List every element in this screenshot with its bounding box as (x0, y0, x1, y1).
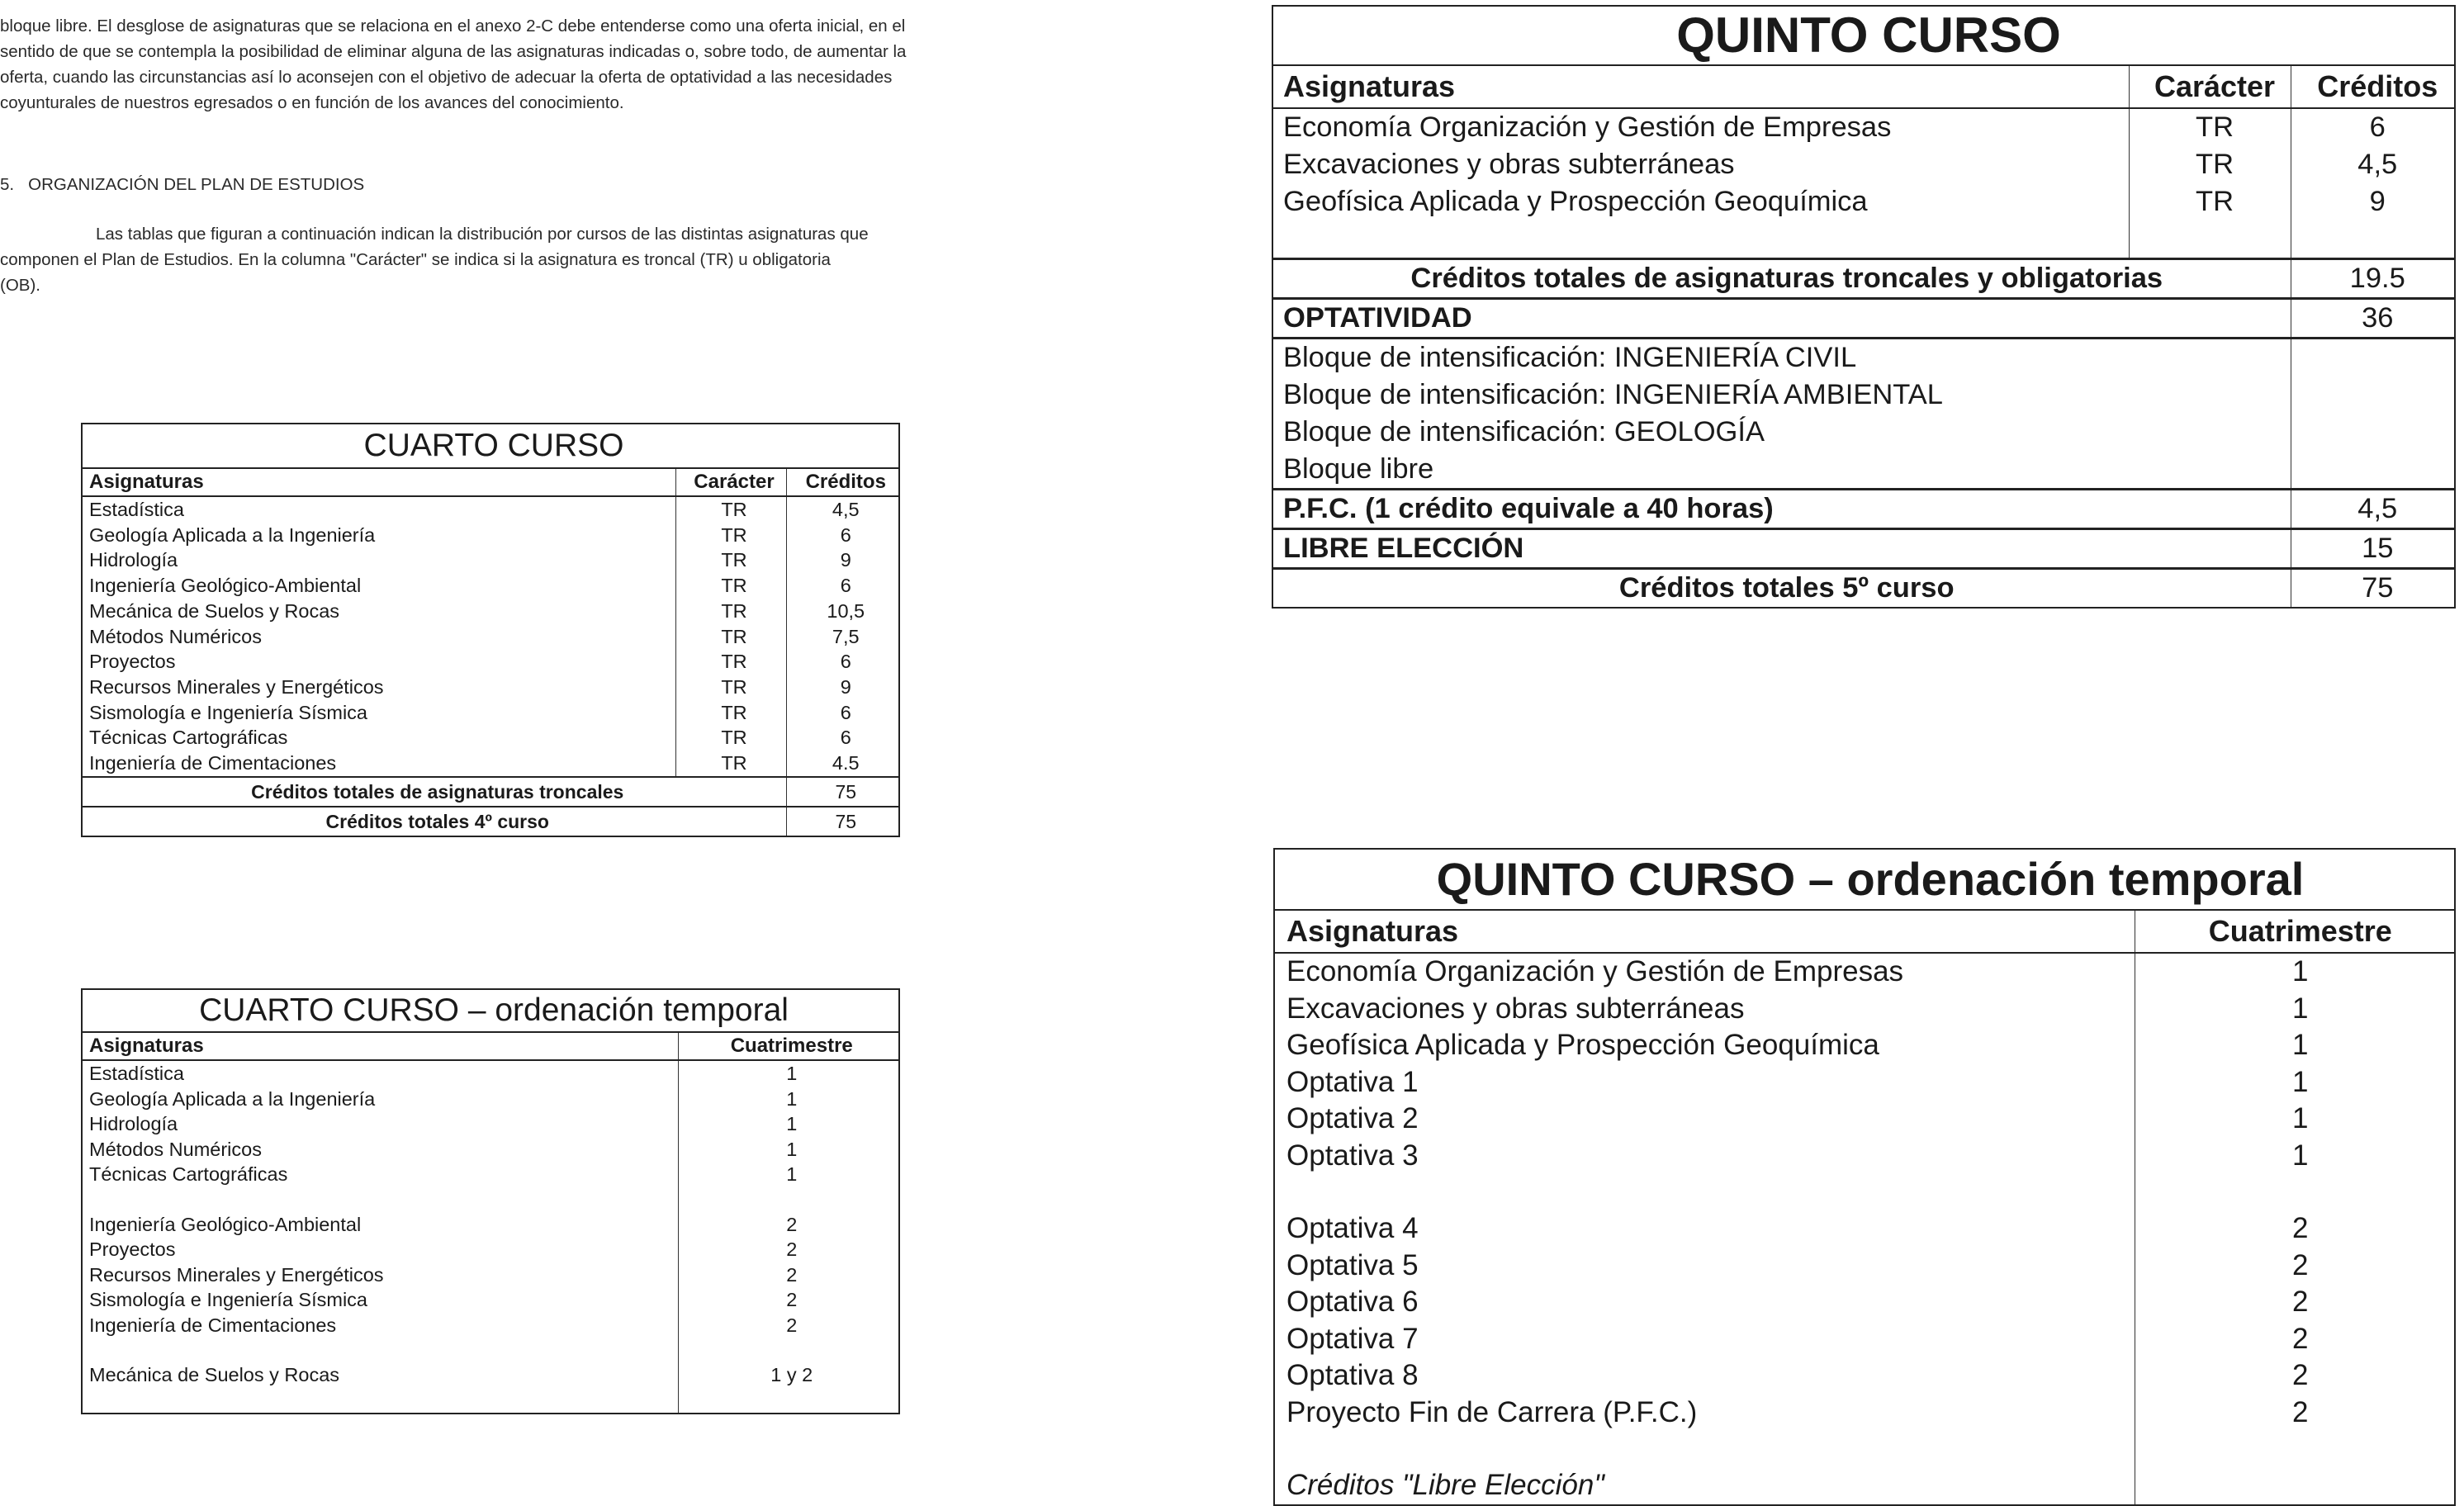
spacer-row (82, 1338, 899, 1362)
spacer-row (1272, 220, 2455, 259)
table-row (1272, 146, 2455, 183)
cell-asignatura: Geología Aplicada a la Ingeniería (89, 523, 376, 546)
cell-caracter: TR (675, 649, 786, 675)
optatividad-label: OPTATIVIDAD (1272, 299, 2291, 339)
table-row (1274, 1284, 2455, 1321)
intro-line: sentido de que se contempla la posibilidad de eliminar alguna de las asignaturas indicadas o, sobre todo, de aumentar la (0, 42, 907, 61)
table-title: CUARTO CURSO (82, 424, 899, 468)
table-title: QUINTO CURSO (1272, 6, 2455, 65)
table-row (82, 649, 899, 675)
libre-eleccion-label: LIBRE ELECCIÓN (1272, 529, 2291, 569)
total-troncales-row (82, 777, 899, 807)
total-curso-row (82, 807, 899, 836)
table-row (82, 1262, 899, 1288)
cell-asignatura: Optativa 4 (1286, 1212, 1419, 1244)
cell-creditos: 4,5 (786, 496, 899, 523)
total-troncales-value: 19.5 (2291, 259, 2455, 299)
cell-asignatura: Proyecto Fin de Carrera (P.F.C.) (1286, 1395, 1698, 1428)
header-caracter: Carácter (675, 468, 786, 496)
spacer-row (1274, 1174, 2455, 1210)
bloque-row (1272, 376, 2455, 414)
cell-asignatura: Recursos Minerales y Energéticos (89, 675, 384, 698)
table-row (1274, 1357, 2455, 1395)
cell-caracter: TR (675, 675, 786, 700)
table-row (82, 675, 899, 700)
cell-caracter: TR (675, 523, 786, 548)
cell-asignatura: Recursos Minerales y Energéticos (89, 1263, 384, 1286)
cell-creditos: 9 (2291, 183, 2455, 220)
table-row (82, 1087, 899, 1112)
cell-asignatura: Geofísica Aplicada y Prospección Geoquímica (1283, 186, 1868, 217)
cell-creditos: 4.5 (786, 751, 899, 777)
table-row (82, 547, 899, 573)
intro-line: oferta, cuando las circunstancias así lo aconsejen con el objetivo de adecuar la oferta de optatividad a las necesidades (0, 68, 893, 87)
cell-caracter: TR (675, 700, 786, 726)
cell-asignatura: Estadística (89, 1063, 184, 1084)
table-row (82, 751, 899, 777)
cell-cuatrimestre: 2 (2135, 1321, 2455, 1358)
bloque-item: Bloque libre (1283, 453, 1434, 485)
total-troncales-value: 75 (786, 777, 899, 807)
cell-cuatrimestre: 1 (678, 1087, 899, 1112)
cell-cuatrimestre: 1 (678, 1137, 899, 1163)
cell-asignatura: Optativa 6 (1286, 1286, 1419, 1318)
bloque-row (1272, 451, 2455, 490)
libre-eleccion-label: Créditos "Libre Elección" (1286, 1469, 1604, 1501)
cell-asignatura: Excavaciones y obras subterráneas (1286, 992, 1745, 1025)
cell-caracter: TR (675, 573, 786, 599)
section-heading: 5. ORGANIZACIÓN DEL PLAN DE ESTUDIOS (0, 175, 365, 194)
cell-asignatura: Sismología e Ingeniería Sísmica (89, 1289, 367, 1310)
cell-caracter: TR (2129, 183, 2291, 220)
cell-asignatura: Economía Organización y Gestión de Empresas (1283, 111, 1892, 143)
cell-creditos: 6 (786, 523, 899, 548)
cell-cuatrimestre: 1 (2135, 991, 2455, 1028)
cell-asignatura: Optativa 5 (1286, 1248, 1419, 1281)
quinto-temporal-table (1273, 848, 2456, 1506)
optatividad-row (1272, 299, 2455, 339)
cell-caracter: TR (675, 599, 786, 624)
cell-cuatrimestre: 1 (2135, 1027, 2455, 1064)
cell-asignatura: Mecánica de Suelos y Rocas (89, 1364, 340, 1385)
bloque-row (1272, 414, 2455, 451)
cell-cuatrimestre: 2 (2135, 1284, 2455, 1321)
table-title: CUARTO CURSO – ordenación temporal (82, 989, 899, 1032)
cuarto-temporal-table (81, 988, 900, 1414)
header-caracter: Carácter (2129, 65, 2291, 108)
table-row (82, 496, 899, 523)
optatividad-value: 36 (2291, 299, 2455, 339)
table-row (1274, 991, 2455, 1028)
cell-caracter: TR (675, 751, 786, 777)
header-asignaturas: Asignaturas (82, 468, 675, 496)
cell-creditos: 6 (2291, 108, 2455, 146)
cell-asignatura: Ingeniería de Cimentaciones (89, 1314, 337, 1336)
cell-cuatrimestre: 1 (2135, 1101, 2455, 1138)
cell-asignatura: Optativa 8 (1286, 1359, 1419, 1391)
cell-creditos: 6 (786, 649, 899, 675)
cell-creditos: 9 (786, 675, 899, 700)
header-asignaturas: Asignaturas (1272, 65, 2129, 108)
table-title: QUINTO CURSO – ordenación temporal (1274, 849, 2455, 910)
cuarto-curso-table (81, 423, 900, 837)
cell-creditos: 10,5 (786, 599, 899, 624)
cell-asignatura: Ingeniería de Cimentaciones (89, 752, 337, 774)
table-row (1274, 1138, 2455, 1175)
cell-asignatura: Ingeniería Geológico-Ambiental (89, 1213, 362, 1235)
cell-cuatrimestre: 2 (2135, 1395, 2455, 1432)
header-cuatrimestre: Cuatrimestre (2135, 910, 2455, 953)
total-troncales-row (1272, 259, 2455, 299)
cell-creditos: 6 (786, 573, 899, 599)
total-curso-value: 75 (786, 807, 899, 836)
cell-asignatura: Optativa 3 (1286, 1139, 1419, 1172)
cell-asignatura: Geofísica Aplicada y Prospección Geoquímica (1286, 1029, 1879, 1061)
cell-asignatura: Geología Aplicada a la Ingeniería (89, 1087, 376, 1110)
cell-asignatura: Métodos Numéricos (89, 1138, 262, 1160)
cell-asignatura: Hidrología (89, 1113, 178, 1134)
cell-caracter: TR (675, 547, 786, 573)
cell-cuatrimestre: 1 (2135, 953, 2455, 991)
bloque-item: Bloque de intensificación: INGENIERÍA CIVIL (1272, 339, 2291, 377)
cell-cuatrimestre: 2 (678, 1212, 899, 1238)
cell-asignatura: Optativa 1 (1286, 1065, 1419, 1098)
cell-asignatura: Optativa 7 (1286, 1322, 1419, 1355)
table-row (1274, 1064, 2455, 1101)
table-row (82, 1237, 899, 1262)
cell-creditos: 6 (786, 725, 899, 751)
cell-creditos: 6 (786, 700, 899, 726)
table-row (82, 1137, 899, 1163)
table-row (82, 1060, 899, 1087)
intro-line: coyunturales de nuestros egresados o en función de los avances del conocimiento. (0, 93, 624, 112)
table-row (82, 523, 899, 548)
table-row (1274, 1321, 2455, 1358)
intro-line: bloque libre. El desglose de asignaturas que se relaciona en el anexo 2-C debe entenderse como una oferta inicial, en el (0, 17, 906, 36)
libre-eleccion-row (1272, 529, 2455, 569)
cell-creditos: 7,5 (786, 624, 899, 650)
header-creditos: Créditos (786, 468, 899, 496)
cell-cuatrimestre: 2 (678, 1237, 899, 1262)
table-row (82, 1362, 899, 1388)
cell-cuatrimestre: 2 (2135, 1248, 2455, 1285)
cell-cuatrimestre: 2 (2135, 1357, 2455, 1395)
libre-eleccion-value: 15 (2291, 529, 2455, 569)
pfc-value: 4,5 (2291, 490, 2455, 529)
cell-cuatrimestre: 2 (678, 1313, 899, 1338)
body-line: componen el Plan de Estudios. En la columna "Carácter" se indica si la asignatura es troncal (TR) u obligatoria (0, 250, 831, 269)
cell-cuatrimestre: 1 (678, 1111, 899, 1137)
cell-asignatura: Excavaciones y obras subterráneas (1283, 149, 1735, 180)
table-row (82, 599, 899, 624)
header-asignaturas: Asignaturas (82, 1032, 678, 1060)
table-row (82, 1212, 899, 1238)
cell-caracter: TR (675, 725, 786, 751)
table-row (82, 624, 899, 650)
cell-creditos: 9 (786, 547, 899, 573)
body-paragraph (0, 221, 1119, 298)
cell-asignatura: Proyectos (89, 1238, 176, 1260)
table-row (1274, 1210, 2455, 1248)
header-creditos: Créditos (2291, 65, 2455, 108)
spacer-row (82, 1388, 899, 1414)
cell-cuatrimestre: 1 (678, 1060, 899, 1087)
table-row (82, 1111, 899, 1137)
table-row (1274, 953, 2455, 991)
libre-eleccion-row (1274, 1467, 2455, 1505)
table-row (1274, 1101, 2455, 1138)
cell-cuatrimestre: 2 (678, 1287, 899, 1313)
cell-cuatrimestre: 1 (678, 1162, 899, 1187)
spacer-row (82, 1187, 899, 1212)
cell-asignatura: Ingeniería Geológico-Ambiental (89, 575, 362, 597)
cell-cuatrimestre: 1 (2135, 1138, 2455, 1175)
table-row (1274, 1395, 2455, 1432)
table-row (1274, 1027, 2455, 1064)
cell-asignatura: Estadística (89, 499, 184, 520)
total-curso-value: 75 (2291, 569, 2455, 609)
header-cuatrimestre: Cuatrimestre (678, 1032, 899, 1060)
body-line: (OB). (0, 276, 40, 295)
cell-cuatrimestre: 2 (678, 1262, 899, 1288)
cell-cuatrimestre: 1 (2135, 1064, 2455, 1101)
table-row (1272, 183, 2455, 220)
cell-caracter: TR (2129, 108, 2291, 146)
cell-asignatura: Hidrología (89, 549, 178, 571)
table-row (82, 573, 899, 599)
table-row (82, 1162, 899, 1187)
table-row (82, 700, 899, 726)
cell-asignatura: Técnicas Cartográficas (89, 1163, 288, 1185)
cell-asignatura: Economía Organización y Gestión de Empresas (1286, 955, 1904, 987)
table-row (82, 725, 899, 751)
table-row (1272, 108, 2455, 146)
cell-asignatura: Sismología e Ingeniería Sísmica (89, 701, 367, 723)
bloque-item: Bloque de intensificación: INGENIERÍA AMBIENTAL (1283, 379, 1943, 410)
cell-creditos: 4,5 (2291, 146, 2455, 183)
total-curso-row (1272, 569, 2455, 609)
header-asignaturas: Asignaturas (1274, 910, 2135, 953)
pfc-label: P.F.C. (1 crédito equivale a 40 horas) (1272, 490, 2291, 529)
cell-cuatrimestre: 2 (2135, 1210, 2455, 1248)
table-row (1274, 1248, 2455, 1285)
total-curso-label: Créditos totales 5º curso (1272, 569, 2291, 609)
table-row (82, 1313, 899, 1338)
total-troncales-label: Créditos totales de asignaturas troncales (82, 777, 786, 807)
cell-asignatura: Métodos Numéricos (89, 625, 262, 647)
pfc-row (1272, 490, 2455, 529)
spacer-row (1274, 1431, 2455, 1467)
bloque-item: Bloque de intensificación: GEOLOGÍA (1283, 416, 1765, 448)
cell-caracter: TR (2129, 146, 2291, 183)
total-troncales-label: Créditos totales de asignaturas troncales y obligatorias (1272, 259, 2291, 299)
cell-caracter: TR (675, 496, 786, 523)
bloque-row (1272, 339, 2455, 377)
quinto-curso-table (1272, 5, 2456, 609)
cell-asignatura: Proyectos (89, 651, 176, 673)
cell-caracter: TR (675, 624, 786, 650)
cell-cuatrimestre: 1 y 2 (678, 1362, 899, 1388)
cell-asignatura: Técnicas Cartográficas (89, 727, 288, 749)
body-line: Las tablas que figuran a continuación indican la distribución por cursos de las distintas asignaturas que (96, 225, 869, 244)
table-row (82, 1287, 899, 1313)
total-curso-label: Créditos totales 4º curso (82, 807, 786, 836)
cell-asignatura: Mecánica de Suelos y Rocas (89, 599, 340, 622)
intro-paragraph (0, 13, 1177, 116)
cell-asignatura: Optativa 2 (1286, 1102, 1419, 1134)
